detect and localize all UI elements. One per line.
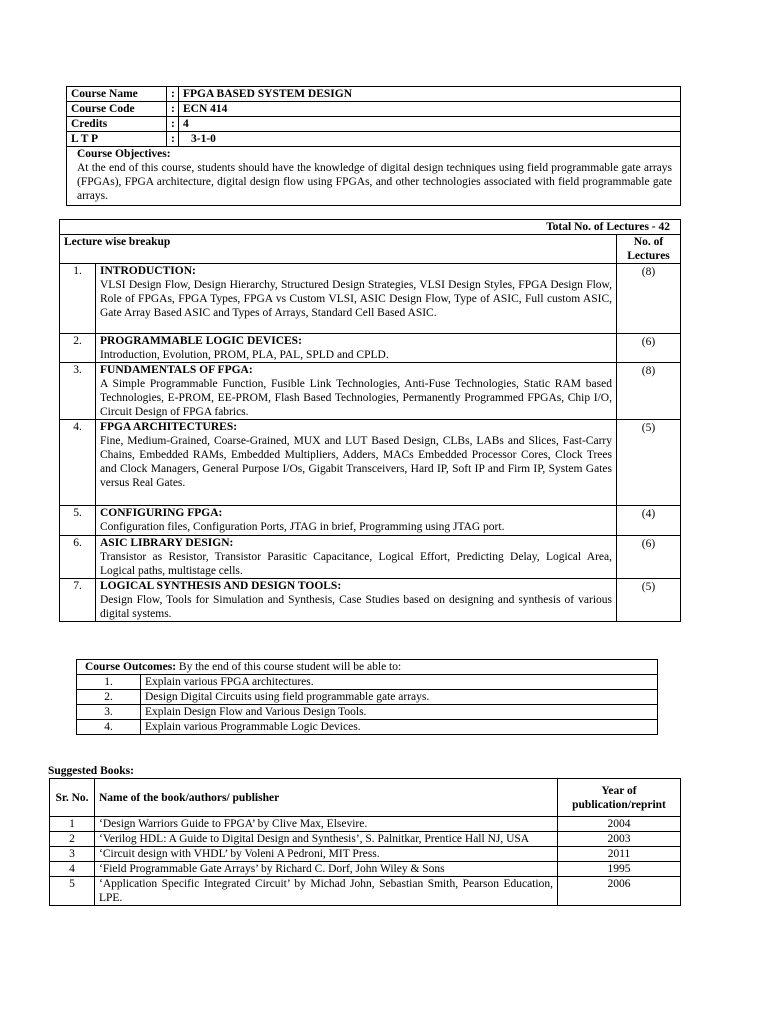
lecture-body: A Simple Programmable Function, Fusible Link Technologies, Anti-Fuse Technologies, Static RAM based Technologies, E-PROM, EE-PROM, Flash Based Technologies, Permanently Programmed FPGAs, Chip I/O, Circuit Design of FPGA fabrics. — [100, 378, 612, 418]
lecture-title: FPGA ARCHITECTURES: — [100, 421, 238, 433]
book-year: 2011 — [558, 847, 681, 862]
col-name-header: Name of the book/authors/ publisher — [95, 779, 558, 817]
lecture-body: Introduction, Evolution, PROM, PLA, PAL, SPLD and CPLD. — [100, 349, 389, 361]
lecture-row — [60, 579, 681, 622]
lecture-content — [96, 506, 617, 536]
lectures-table — [59, 219, 681, 622]
lecture-row — [60, 334, 681, 363]
outcomes-header — [77, 660, 658, 675]
lecture-row — [60, 506, 681, 536]
book-sr: 4 — [50, 862, 95, 877]
ltp-label: L T P — [67, 132, 167, 147]
outcomes-header-row — [77, 660, 658, 675]
book-year: 2003 — [558, 832, 681, 847]
lecture-number: 4. — [60, 420, 96, 506]
course-code-label: Course Code — [67, 102, 167, 117]
lecture-body: VLSI Design Flow, Design Hierarchy, Structured Design Strategies, VLSI Design Styles, FPGA Design Flow, Role of FPGAs, FPGA Types, FPGA vs Custom VLSI, ASIC Design Flow, Type of ASIC, Full custom ASIC, Gate Array Based ASIC and Types of Arrays, Standard Cell Based ASIC. — [100, 279, 612, 319]
lecture-title: FUNDAMENTALS OF FPGA: — [100, 364, 253, 376]
colon: : — [167, 102, 179, 117]
suggested-books-table — [49, 778, 681, 906]
outcome-text: Explain Design Flow and Various Design Tools. — [141, 705, 658, 720]
books-header-row — [50, 779, 681, 817]
outcome-number: 1. — [77, 675, 141, 690]
total-lectures: Total No. of Lectures - 42 — [60, 220, 681, 235]
book-row — [50, 817, 681, 832]
credits-row — [67, 117, 681, 132]
outcome-row — [77, 690, 658, 705]
lecture-count: (8) — [617, 264, 681, 334]
lecture-number: 6. — [60, 536, 96, 579]
lecture-count: (8) — [617, 363, 681, 420]
objectives-text: At the end of this course, students should have the knowledge of digital design techniques using field programmable gate arrays (FPGAs), FPGA architecture, digital design flow using FPGAs, and other technologies associated with field programmable gate arrays. — [77, 162, 672, 202]
book-row — [50, 862, 681, 877]
objectives-label: Course Objectives: — [77, 148, 171, 160]
book-year: 1995 — [558, 862, 681, 877]
outcome-row — [77, 705, 658, 720]
book-name: ‘Application Specific Integrated Circuit’ by Michad John, Sebastian Smith, Pearson Education, LPE. — [95, 877, 558, 906]
suggested-books-title: Suggested Books: — [48, 765, 134, 777]
outcome-text: Explain various FPGA architectures. — [141, 675, 658, 690]
outcome-number: 2. — [77, 690, 141, 705]
outcomes-label: Course Outcomes: — [85, 661, 177, 673]
lecture-count: (4) — [617, 506, 681, 536]
colon: : — [167, 87, 179, 102]
lecture-title: PROGRAMMABLE LOGIC DEVICES: — [100, 335, 302, 347]
book-name: ‘Field Programmable Gate Arrays’ by Richard C. Dorf, John Wiley & Sons — [95, 862, 558, 877]
lecture-header-row — [60, 235, 681, 264]
lecture-body: Transistor as Resistor, Transistor Parasitic Capacitance, Logical Effort, Predicting Delay, Logical Area, Logical paths, multistage cells. — [100, 551, 612, 577]
lecture-breakup-label: Lecture wise breakup — [60, 235, 617, 264]
ltp-row — [67, 132, 681, 147]
lecture-row — [60, 536, 681, 579]
book-name: ‘Verilog HDL: A Guide to Digital Design and Synthesis’, S. Palnitkar, Prentice Hall NJ, USA — [95, 832, 558, 847]
lecture-content — [96, 579, 617, 622]
lecture-title: INTRODUCTION: — [100, 265, 196, 277]
course-name-value: FPGA BASED SYSTEM DESIGN — [179, 87, 681, 102]
lecture-content — [96, 334, 617, 363]
lecture-number: 2. — [60, 334, 96, 363]
total-lectures-row — [60, 220, 681, 235]
lecture-count: (6) — [617, 334, 681, 363]
book-row — [50, 877, 681, 906]
book-sr: 5 — [50, 877, 95, 906]
book-sr: 1 — [50, 817, 95, 832]
course-name-label: Course Name — [67, 87, 167, 102]
ltp-value: 3-1-0 — [179, 132, 681, 147]
book-row — [50, 847, 681, 862]
col-sr-header: Sr. No. — [50, 779, 95, 817]
lecture-body: Fine, Medium-Grained, Coarse-Grained, MUX and LUT Based Design, CLBs, LABs and Slices, Fast-Carry Chains, Embedded RAMs, Embedded Multipliers, Adders, MACs Embedded Processor Cores, Clock Trees and Clock Managers, General Purpose I/Os, Gigabit Transceivers, Hard IP, Soft IP and Firm IP, System Gates versus Real Gates. — [100, 435, 612, 489]
col-year-header: Year of publication/reprint — [558, 779, 681, 817]
course-name-row — [67, 87, 681, 102]
colon: : — [167, 132, 179, 147]
outcome-text: Design Digital Circuits using field programmable gate arrays. — [141, 690, 658, 705]
credits-label: Credits — [67, 117, 167, 132]
credits-value: 4 — [179, 117, 681, 132]
outcome-number: 3. — [77, 705, 141, 720]
course-info-table — [66, 86, 681, 206]
book-sr: 2 — [50, 832, 95, 847]
lecture-number: 3. — [60, 363, 96, 420]
book-row — [50, 832, 681, 847]
book-year: 2006 — [558, 877, 681, 906]
lecture-content — [96, 420, 617, 506]
lecture-content — [96, 363, 617, 420]
outcomes-intro: By the end of this course student will be able to: — [176, 661, 402, 673]
colon: : — [167, 117, 179, 132]
objectives-cell — [67, 147, 681, 206]
lecture-row — [60, 363, 681, 420]
lecture-count-label: No. of Lectures — [617, 235, 681, 264]
lecture-count: (5) — [617, 579, 681, 622]
book-name: ‘Circuit design with VHDL’ by Voleni A Pedroni, MIT Press. — [95, 847, 558, 862]
lecture-count: (5) — [617, 420, 681, 506]
lecture-body: Configuration files, Configuration Ports, JTAG in brief, Programming using JTAG port. — [100, 521, 505, 533]
book-sr: 3 — [50, 847, 95, 862]
lecture-title: LOGICAL SYNTHESIS AND DESIGN TOOLS: — [100, 580, 342, 592]
lecture-row — [60, 420, 681, 506]
lecture-title: CONFIGURING FPGA: — [100, 507, 223, 519]
outcome-row — [77, 675, 658, 690]
outcome-row — [77, 720, 658, 735]
outcome-text: Explain various Programmable Logic Devices. — [141, 720, 658, 735]
objectives-row — [67, 147, 681, 206]
course-outcomes-table — [76, 659, 658, 735]
lecture-row — [60, 264, 681, 334]
book-year: 2004 — [558, 817, 681, 832]
course-code-value: ECN 414 — [179, 102, 681, 117]
lecture-count: (6) — [617, 536, 681, 579]
lecture-content — [96, 536, 617, 579]
lecture-number: 1. — [60, 264, 96, 334]
lecture-title: ASIC LIBRARY DESIGN: — [100, 537, 234, 549]
lecture-number: 7. — [60, 579, 96, 622]
course-code-row — [67, 102, 681, 117]
lecture-body: Design Flow, Tools for Simulation and Synthesis, Case Studies based on designing and synthesis of various digital systems. — [100, 594, 612, 620]
lecture-content — [96, 264, 617, 334]
lecture-number: 5. — [60, 506, 96, 536]
outcome-number: 4. — [77, 720, 141, 735]
book-name: ‘Design Warriors Guide to FPGA’ by Clive Max, Elsevire. — [95, 817, 558, 832]
